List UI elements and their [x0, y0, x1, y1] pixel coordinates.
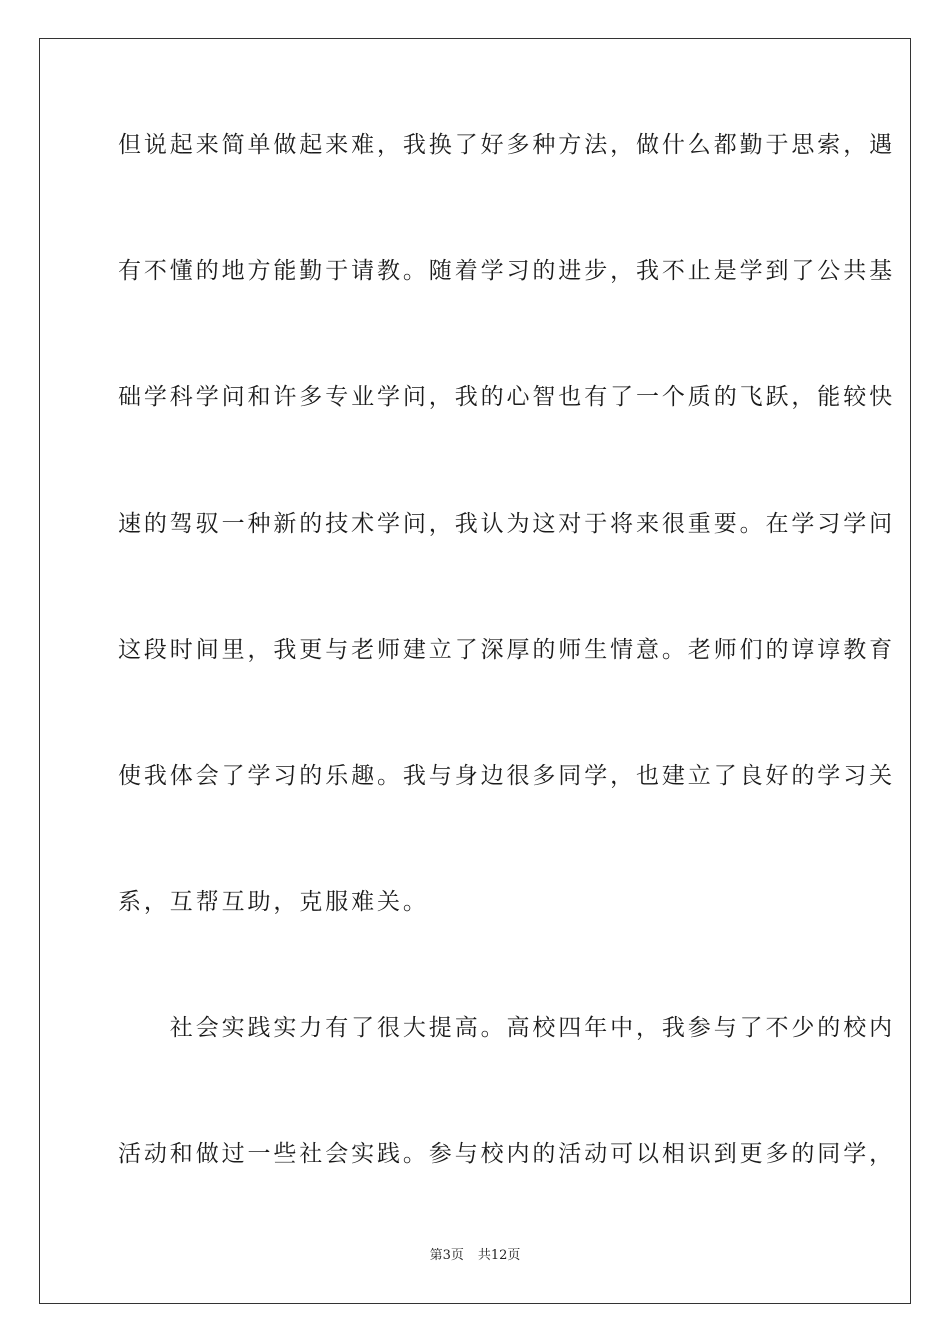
- page-total: 共12页: [477, 1248, 521, 1263]
- page-frame: [39, 38, 911, 1304]
- text-line-9: 活动和做过一些社会实践。参与校内的活动可以相识到更多的同学，: [118, 1141, 895, 1167]
- text-line-4: 速的驾驭一种新的技术学问，我认为这对于将来很重要。在学习学问: [118, 511, 895, 537]
- text-line-3: 础学科学问和许多专业学问，我的心智也有了一个质的飞跃，能较快: [118, 384, 895, 410]
- page-footer: [0, 1247, 950, 1265]
- text-line-7: 系，互帮互助，克服难关。: [118, 889, 429, 915]
- page-number: 第3页: [429, 1248, 464, 1263]
- text-line-6: 使我体会了学习的乐趣。我与身边很多同学，也建立了良好的学习关: [118, 763, 895, 789]
- text-line-2: 有不懂的地方能勤于请教。随着学习的进步，我不止是学到了公共基: [118, 258, 895, 284]
- text-line-5: 这段时间里，我更与老师建立了深厚的师生情意。老师们的谆谆教育: [118, 637, 895, 663]
- text-line-8: 社会实践实力有了很大提高。高校四年中，我参与了不少的校内: [118, 1015, 895, 1041]
- text-line-1: 但说起来简单做起来难，我换了好多种方法，做什么都勤于思索，遇: [118, 132, 895, 158]
